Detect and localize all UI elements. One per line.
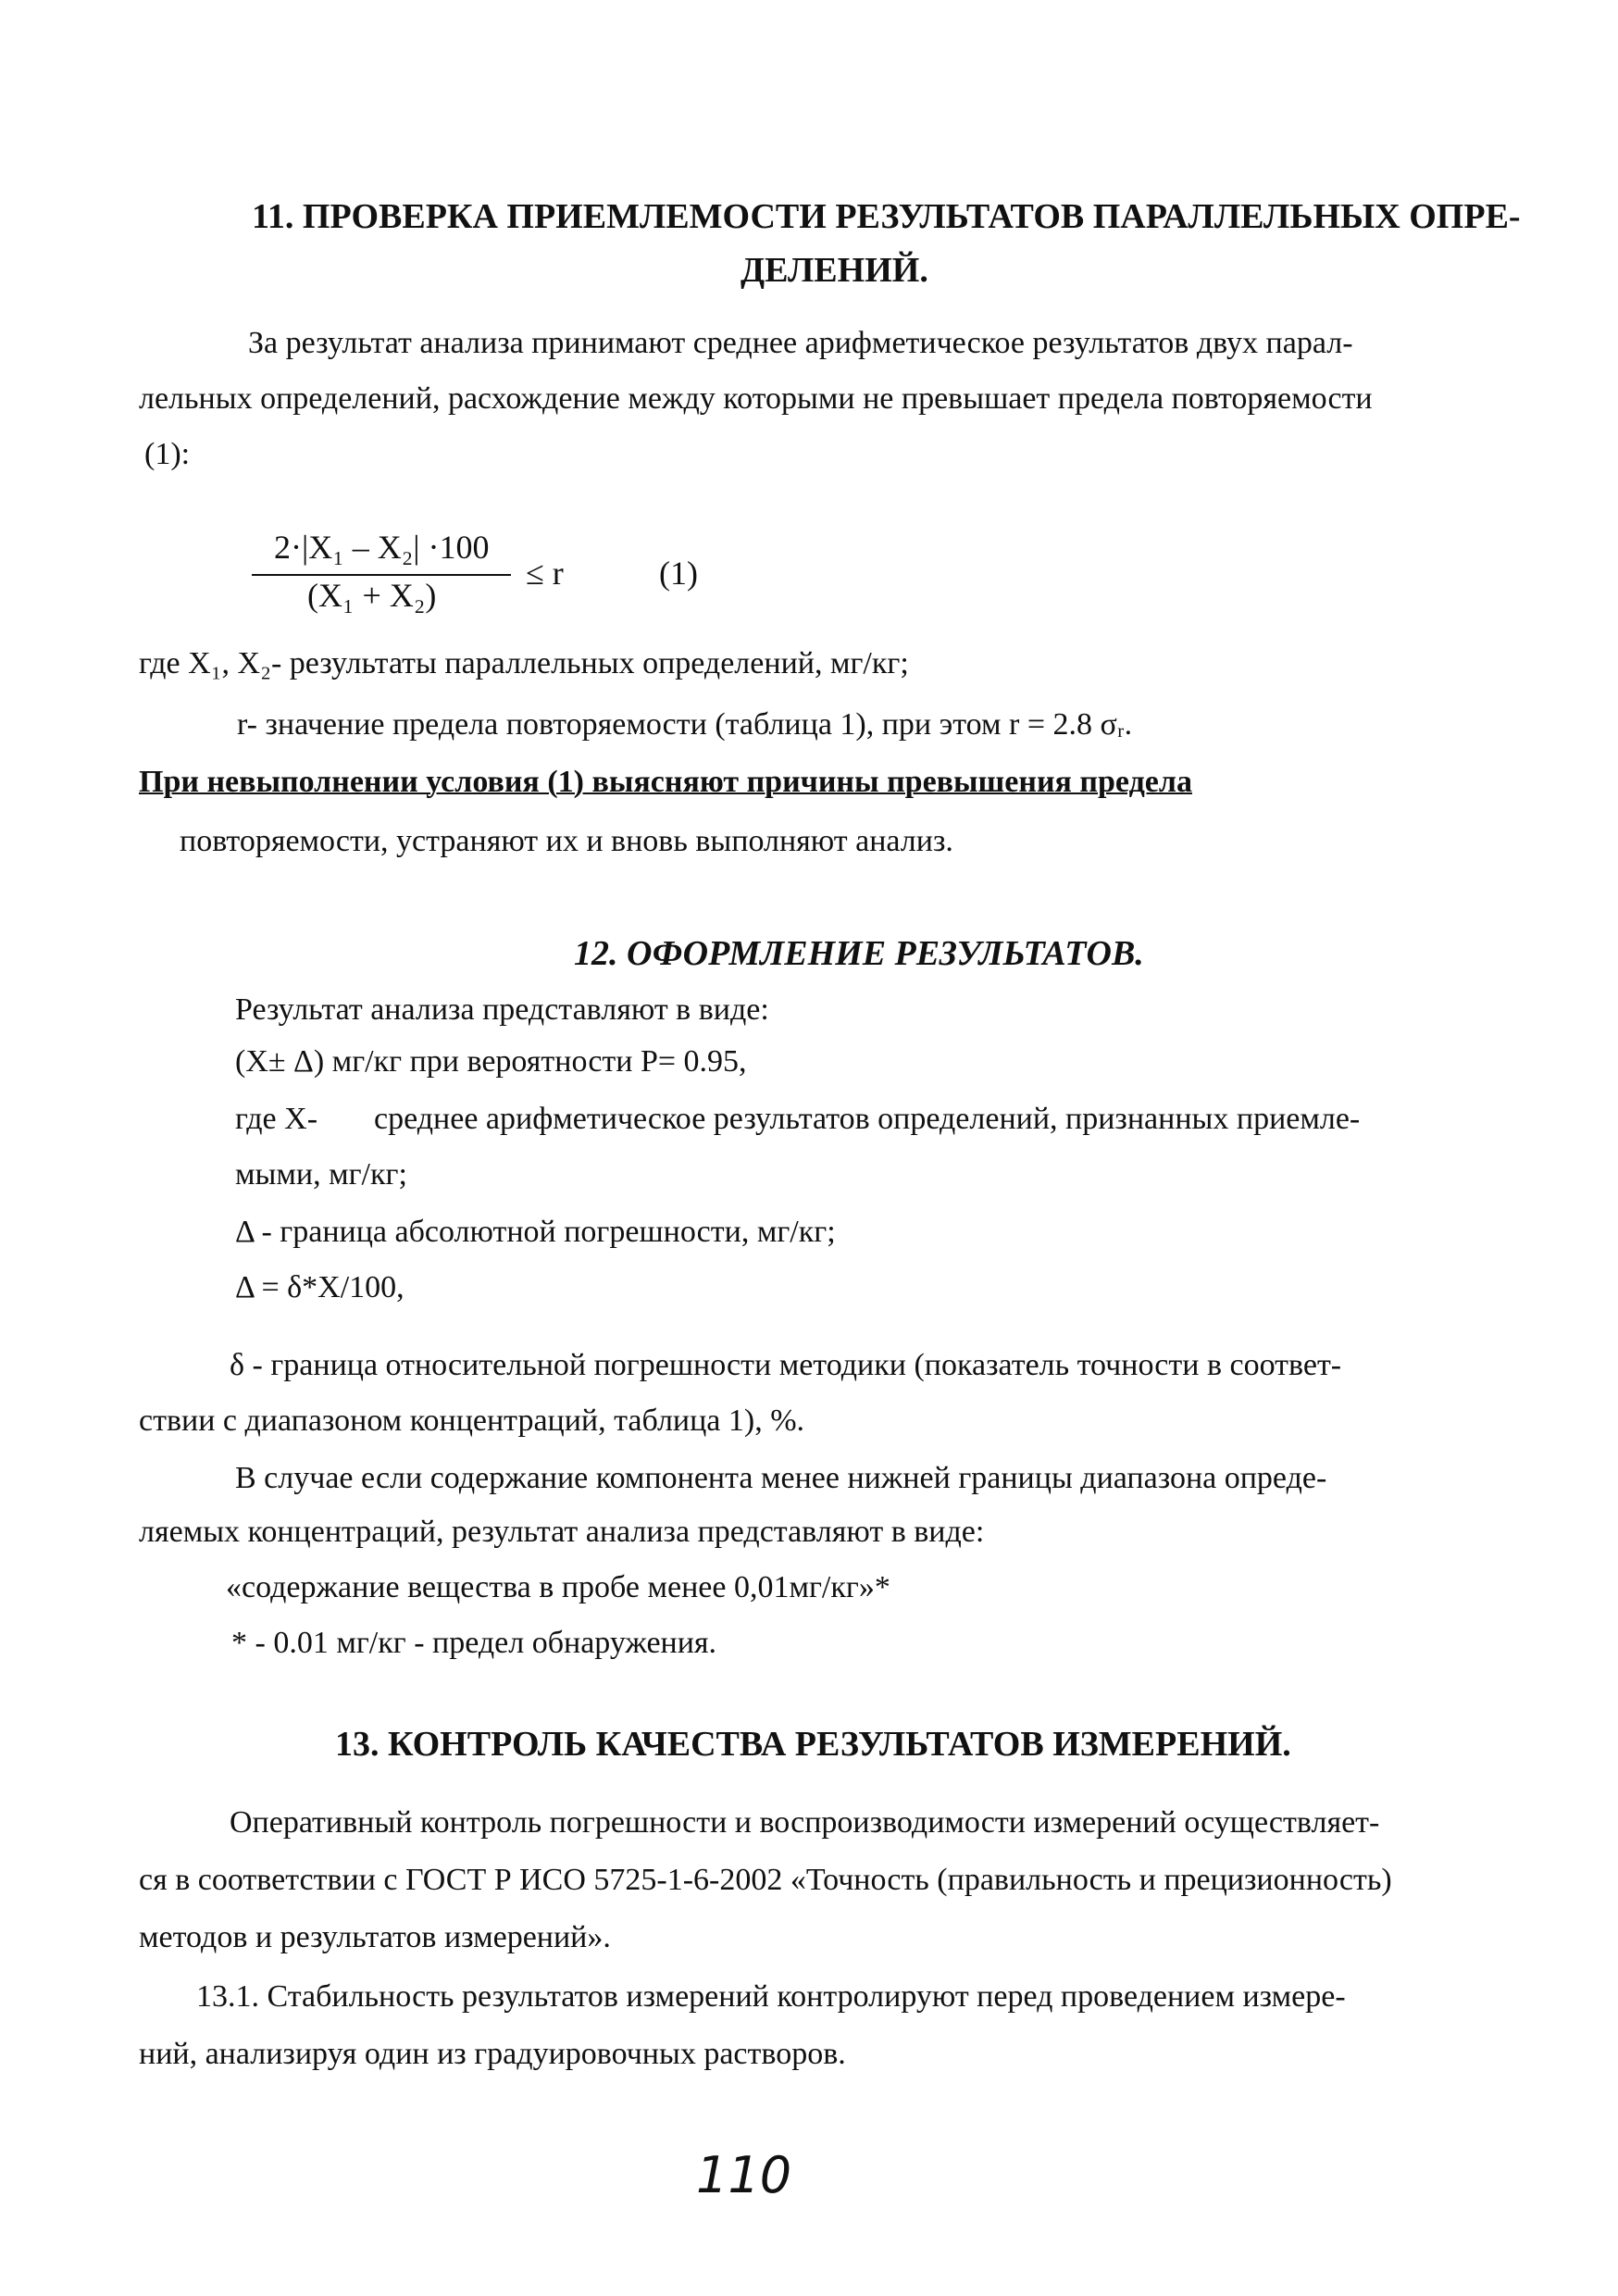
quote-line: «содержание вещества в пробе менее 0,01мг/кг»* [226,1570,890,1604]
section-12-line1: Результат анализа представляют в виде: [235,992,769,1027]
section-12-line5: Δ - граница абсолютной погрешности, мг/кг; [235,1215,836,1249]
formula-1 [252,528,733,620]
where-r-line: r- значение предела повторяемости (таблица 1), при этом r = 2.8 σᵣ. [237,707,1133,742]
case-line1: В случае если содержание компонента менее нижней границы диапазона опреде- [235,1461,1327,1495]
underlined-condition: При невыполнении условия (1) выясняют причины превышения предела [139,765,1192,799]
section-11-para-line3: (1): [144,437,191,471]
section-13-para2-line1: 13.1. Стабильность результатов измерений контролируют перед проведением измере- [196,1979,1346,2014]
section-11-para-line1: За результат анализа принимают среднее арифметическое результатов двух парал- [248,326,1353,360]
section-13-para2-line2: ний, анализируя один из градуировочных растворов. [139,2037,846,2071]
footnote-line: * - 0.01 мг/кг - предел обнаружения. [231,1626,717,1660]
section-11-title-line2: ДЕЛЕНИЙ. [741,251,928,290]
section-11-title-line1: 11. ПРОВЕРКА ПРИЕМЛЕМОСТИ РЕЗУЛЬТАТОВ ПАРАЛЛЕЛЬНЫХ ОПРЕ- [252,197,1521,236]
section-12-title: 12. ОФОРМЛЕНИЕ РЕЗУЛЬТАТОВ. [574,934,1144,973]
case-line2: ляемых концентраций, результат анализа представляют в виде: [139,1515,985,1549]
section-12-line4: мыми, мг/кг; [235,1157,407,1192]
section-12-line2: (X± Δ) мг/кг при вероятности Р= 0.95, [235,1044,747,1079]
delta-line1: δ - граница относительной погрешности методики (показатель точности в соответ- [230,1348,1342,1382]
section-12-line6: Δ = δ*X/100, [235,1270,404,1304]
formula-number: (1) [659,555,698,592]
section-13-para1-line1: Оперативный контроль погрешности и воспроизводимости измерений осуществляет- [230,1805,1380,1840]
page-number: 110 [696,2146,792,2204]
section-13-title: 13. КОНТРОЛЬ КАЧЕСТВА РЕЗУЛЬТАТОВ ИЗМЕРЕНИЙ. [335,1725,1291,1764]
section-12-line3-label: где X- [235,1102,318,1136]
formula-relation: ≤ r [526,555,564,592]
formula-numerator: 2·|X₁ – X₂| ·100 [274,529,490,566]
section-13-para1-line2: ся в соответствии с ГОСТ Р ИСО 5725-1-6-2002 «Точность (правильность и прецизионность) [139,1863,1392,1897]
section-11-para-line2: лельных определений, расхождение между которыми не превышает предела повторяемости [139,381,1373,416]
where-x-line: где X₁, X₂- результаты параллельных определений, мг/кг; [139,646,909,680]
section-12-line3-text: среднее арифметическое результатов определений, признанных приемле- [374,1102,1361,1136]
delta-line2: ствии с диапазоном концентраций, таблица 1), %. [139,1404,805,1438]
formula-denominator: (X₁ + X₂) [307,577,437,614]
after-underlined-line: повторяемости, устраняют их и вновь выполняют анализ. [180,824,953,858]
section-13-para1-line3: методов и результатов измерений». [139,1920,611,1954]
